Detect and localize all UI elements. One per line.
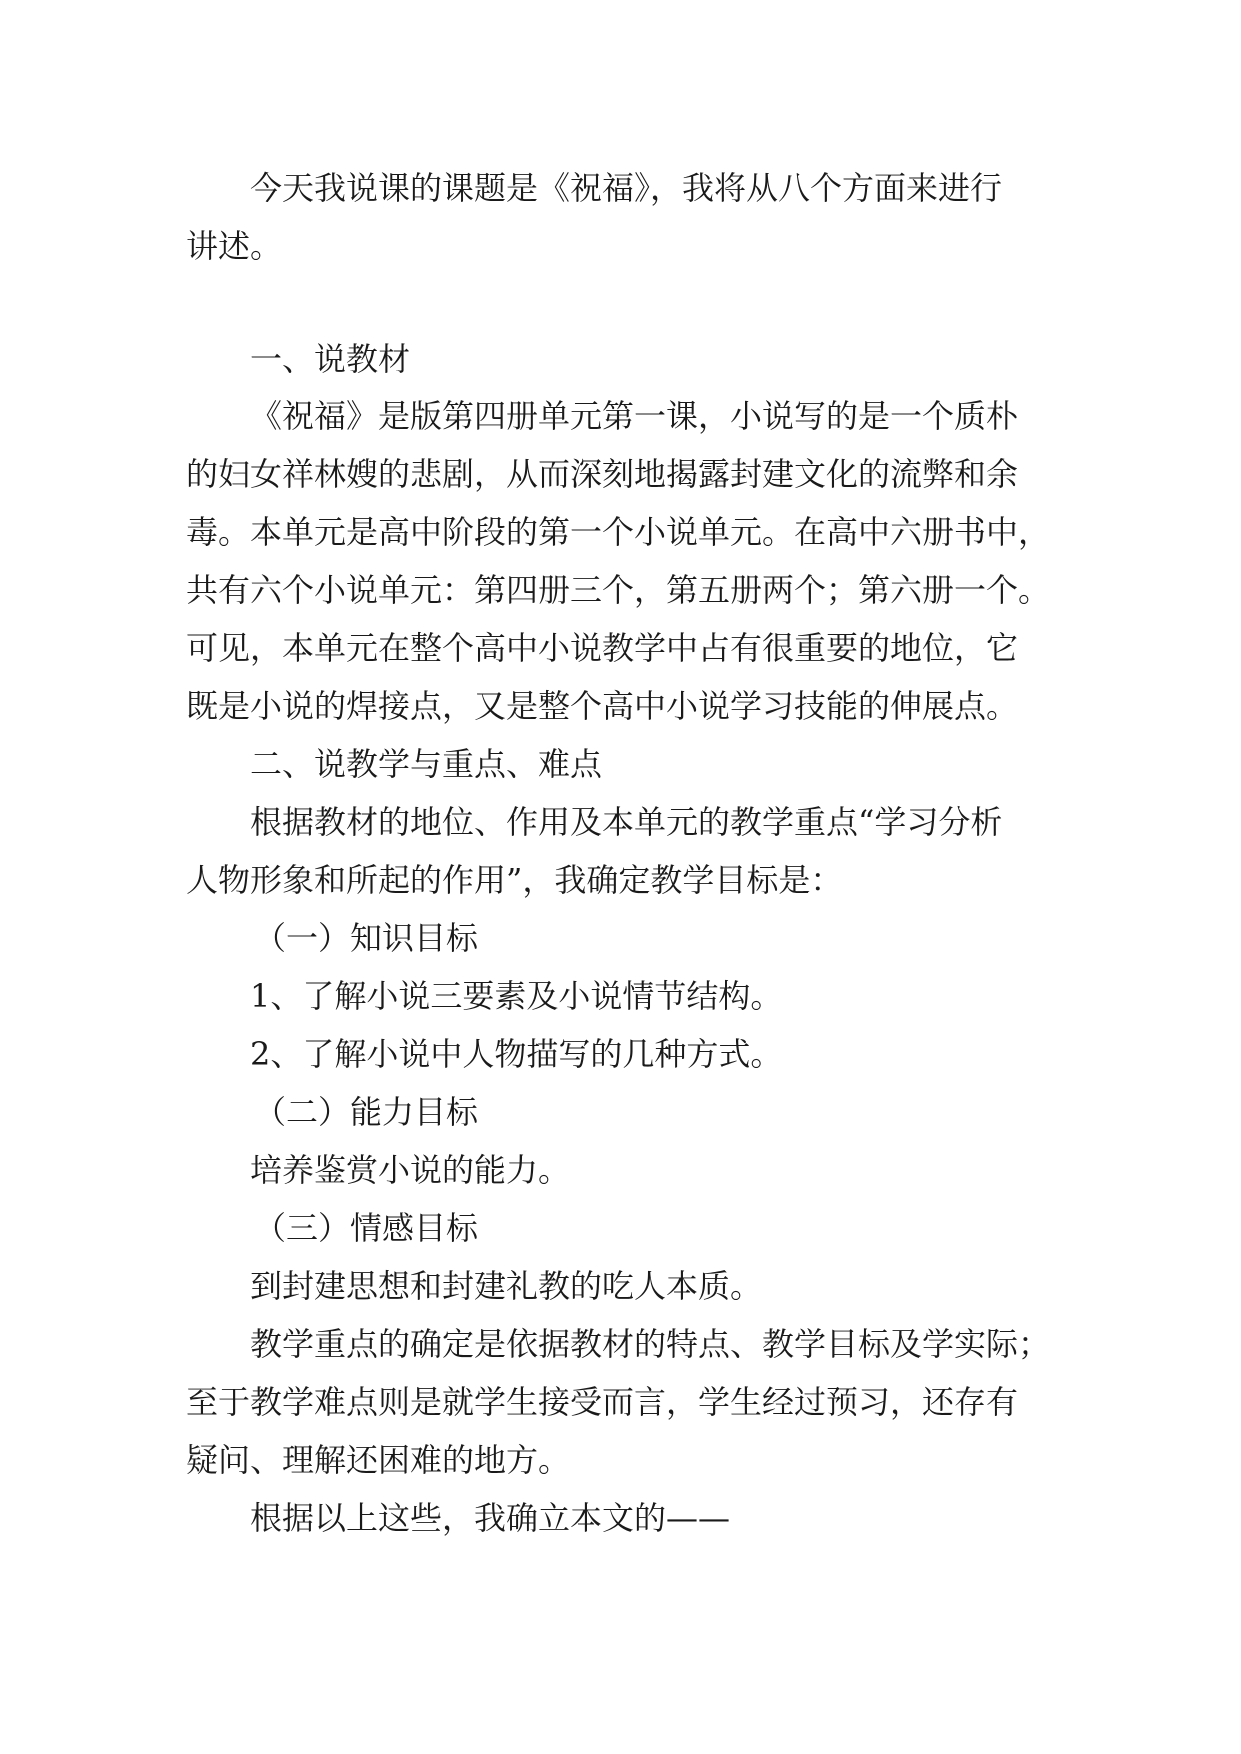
- paragraph-textbook-line-6: 既是小说的焊接点，又是整个高中小说学习技能的伸展点。: [186, 687, 1019, 725]
- paragraph-textbook-line-4: 共有六个小说单元：第四册三个，第五册两个；第六册一个。: [186, 571, 1051, 609]
- paragraph-textbook-line-1: 《祝福》是版第四册单元第一课，小说写的是一个质朴: [250, 397, 1019, 435]
- paragraph-textbook-line-3: 毒。本单元是高中阶段的第一个小说单元。在高中六册书中，: [186, 513, 1051, 551]
- paragraph-emotion-goals: 到封建思想和封建礼教的吃人本质。: [250, 1267, 763, 1305]
- paragraph-intro-line-2: 讲述。: [186, 227, 283, 265]
- paragraph-intro-line-1: 今天我说课的课题是《祝福》，我将从八个方面来进行: [250, 169, 1003, 207]
- section-heading-teaching: 二、说教学与重点、难点: [250, 745, 603, 783]
- list-item-knowledge-2: 2、了解小说中人物描写的几种方式。: [250, 1035, 783, 1073]
- paragraph-goals-line-1: 根据教材的地位、作用及本单元的教学重点“学习分析: [250, 803, 1003, 841]
- subheading-knowledge-goals: （一）知识目标: [254, 919, 479, 957]
- paragraph-textbook-line-5: 可见，本单元在整个高中小说教学中占有很重要的地位，它: [186, 629, 1019, 667]
- paragraph-goals-line-2: 人物形象和所起的作用”，我确定教学目标是：: [186, 861, 843, 899]
- subheading-emotion-goals: （三）情感目标: [254, 1209, 479, 1247]
- paragraph-key-points-line-3: 疑问、理解还困难的地方。: [186, 1441, 571, 1479]
- list-item-knowledge-1: 1、了解小说三要素及小说情节结构。: [250, 977, 783, 1015]
- paragraph-ability-goals: 培养鉴赏小说的能力。: [250, 1151, 571, 1189]
- subheading-ability-goals: （二）能力目标: [254, 1093, 479, 1131]
- paragraph-conclusion: 根据以上这些，我确立本文的——: [250, 1499, 731, 1537]
- paragraph-key-points-line-1: 教学重点的确定是依据教材的特点、教学目标及学实际；: [250, 1325, 1051, 1363]
- paragraph-key-points-line-2: 至于教学难点则是就学生接受而言，学生经过预习，还存有: [186, 1383, 1019, 1421]
- section-heading-textbook: 一、说教材: [250, 340, 411, 378]
- paragraph-textbook-line-2: 的妇女祥林嫂的悲剧，从而深刻地揭露封建文化的流弊和余: [186, 455, 1019, 493]
